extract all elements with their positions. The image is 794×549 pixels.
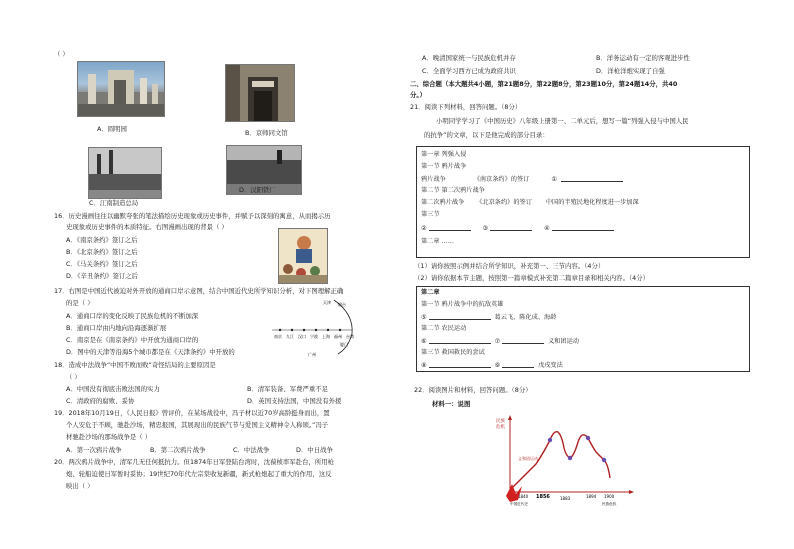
q17-option-c: C．南京是在《南京条约》中开放为通商口岸的 [66,336,199,344]
outline-box-1 [416,146,750,258]
blank-1[interactable] [561,175,623,182]
ch2b-boxer: 义和团运动 [548,338,579,345]
blank-2-number: ② [421,225,427,232]
map-label-tianjin: 天津 [323,300,331,305]
ch2b-s3-row2 [421,361,563,371]
ch2b-heroes: 葛云飞、陈化成、海龄 [494,314,557,321]
ch1-s1-war: 鸦片战争 [421,176,446,183]
q21-sub2: （2）请你依据本节主题，按照第一篇章模式补充第二篇章目录和相关内容。（4分） [414,274,649,282]
ch1-s1: 第一节 鸦片战争 [421,163,467,170]
q15-option-b: B．京师同文馆 [245,129,288,137]
ch1-s2-effect: 中国的半殖民地化程度进一步加深 [545,199,639,206]
blank-6[interactable] [429,337,491,344]
ch1-s2-row2 [421,199,639,208]
blank-6-number: ⑥ [421,338,427,345]
gate-picture [226,65,295,122]
crisis-curve-chart [496,412,638,506]
q16-stem-line1: 16．历史漫画往往以幽默夸张的笔法描绘历史现象或历史事件，并赋予以深刻的寓意，从而揭示历 [54,212,331,220]
ch2b-reform: 戊戌变法 [538,362,563,369]
q22-stem: 22．阅读图片和材料，回答问题。（8分） [414,386,532,394]
ch2b-s2-row2 [421,337,579,347]
factory-picture [89,148,162,199]
photo-yuanmingyuan [77,61,165,117]
q15-paren: （ ） [54,50,69,58]
ch1-s2: 第二节 第二次鸦片战争 [421,187,485,194]
q17-stem-line2: 的是（ ） [66,299,94,307]
chart-year-1894: 1894 [586,494,597,499]
q19-option-d: D．中日战争 [296,446,333,454]
q16-option-b: B．《北京条约》签订之后 [66,248,138,256]
q19-stem-line2: 个人安危于不顾，驰赴沙场，精忠报国，其展现出的民族气节与爱国主义精神令人称颂。”冯子 [66,421,329,429]
q18-paren: （ ） [66,373,81,381]
photo-jiangnan-arsenal [88,147,162,199]
ch1-s3-row2 [421,224,616,234]
blank-8[interactable] [429,361,491,368]
blank-3[interactable] [490,224,532,231]
map-label-nanjing: 南京 [274,334,282,339]
q20-option-a: A．晚清国家统一与民族危机并存 [422,54,516,62]
blank-7[interactable] [502,337,544,344]
q19-option-b: B．第二次鸦片战争 [150,446,206,454]
q18-option-b: B．清军装备、军费严重不足 [247,385,329,393]
blank-2[interactable] [429,224,471,231]
map-label-ningbo: 宁波 [310,334,318,339]
q17-option-b: B．通商口岸由内地向沿海逐渐扩展 [66,324,167,332]
chart-left-label: 中国近代史 [510,502,528,506]
q17-option-a: A．通商口岸的变化反映了民族危机的不断加深 [66,312,199,320]
q20-option-b: B．洋务运动有一定的客观进步性 [596,54,690,62]
q18-option-d: D．英国支持法国，中国没有外援 [247,397,342,405]
q18-option-c: C．清政府的腐败、妥协 [66,397,135,405]
q19-option-a: A．第一次鸦片战争 [66,446,122,454]
ch2b-s3: 第三节 救国救民的尝试 [421,349,485,356]
q17-option-d: D．图中的天津等沿海5个城市都是在《天津条约》中开放的 [66,348,235,356]
cartoon-image [278,228,328,284]
q16-option-a: A．《南京条约》签订之后 [66,236,138,244]
blank-4[interactable] [552,224,614,231]
ch1-s3: 第三节 [421,211,440,218]
blank-3-number: ③ [482,225,489,232]
ch1-s2-treaty: 《北京条约》的签订 [476,199,532,206]
q22-material: 材料一：说图 [432,400,471,408]
chart-point-2 [568,456,572,460]
map-label-hankou: 汉口 [298,334,306,339]
chart-year-1840: 1840 [518,494,529,499]
chart-year-1883: 1883 [560,496,571,501]
q21-sub1: （1）请你按照示例并结合所学知识，补充第一、三节内容。（4分） [414,262,605,270]
q21-intro-line2: 的抗争”的文章，以下是他完成的部分目录： [424,131,549,139]
map-label-fuzhou: 福州 [334,334,342,339]
photo-tongwenguan [225,64,295,122]
ch1-s1-row2 [421,175,625,185]
q16-option-c: C．《马关条约》签订之后 [66,260,138,268]
ruins-picture [78,62,165,117]
blank-4-number: ④ [544,225,550,232]
blank-7-number: ⑦ [494,338,501,345]
q20-stem-line3: 映出（ ） [66,482,94,490]
blank-9[interactable] [502,361,534,368]
map-label-guangzhou: 广州 [308,352,316,357]
section2-heading-line2: 分。） [410,91,426,99]
q20-option-c: C．全面学习西方已成为政府共识 [422,67,516,75]
q19-stem-line1: 19．2018年10月19日，《人民日报》曾评价，在某场战役中，冯子材以近70岁高龄挺身而出，置 [54,409,330,417]
cartoon-picture [279,229,328,284]
q18-stem: 18．造成中法战争“中国不败而败”奇怪结局的主要原因是 [54,361,216,369]
q21-intro-line1: 小明同学学习了《中国历史》八年级上册第一、二单元后，想写一篇“列强入侵与中国人民 [436,117,689,125]
map-label-shanghai: 上海 [322,334,330,339]
q19-option-c: C．中法战争 [233,446,270,454]
q20-stem-line1: 20．两次鸦片战争中，清军几无任何抵抗力。但1874年日军登陆台湾时，沈葆桢率军赴台，所用枪 [54,458,335,466]
chart-year-1856: 1856 [536,494,550,500]
ch2b-title: 第二章 [421,289,440,296]
chart-point-3 [586,436,590,440]
map-label-yantai: 烟台 [338,302,346,307]
q16-stem-line2: 史现象或历史事件的本质特征。右图漫画出现的背景（ ） [66,223,228,231]
ch1-s1-treaty: 《南京条约》的签订 [473,176,530,183]
ch2b-s1-row2 [421,313,556,323]
map-label-xiamen: 厦门 [340,342,348,347]
chart-mid-label: 义和团运动 [518,456,538,461]
chart-point-1 [548,438,552,442]
outline-box-2 [416,286,750,372]
chart-point-4 [602,458,606,462]
map-label-taiwan: 台湾 [346,334,354,339]
chart-ylabel-line2: 危机 [496,425,505,430]
blank-5[interactable] [429,313,491,320]
blank-5-number: ⑤ [421,314,427,321]
ch1-s2-war: 第二次鸦片战争 [421,199,465,206]
ch1-title: 第一章 列强入侵 [421,151,467,158]
q15-option-c: C．江南制造总局 [89,199,139,207]
q20-option-d: D．洋枪洋炮实现了自强 [596,67,665,75]
ch2b-s2: 第二节 农民运动 [421,325,467,332]
q18-option-a: A．中国没有彻底击败法国的实力 [66,385,160,393]
blank-1-number: ① [551,176,557,183]
chart-ylabel-line1: 民族 [496,419,505,424]
blank-8-number: ⑧ [421,362,427,369]
q16-option-d: D．《辛丑条约》签订之后 [66,272,139,280]
ch2-title: 第二章 …… [421,238,454,245]
q15-option-d: D．汉阳铁厂 [239,186,276,194]
q20-stem-line2: 炮、轮船迫使日军暂时妥协；19世纪70年代左宗棠收复新疆，新式枪炮起了重大的作用，这反 [66,470,332,478]
map-label-jiujiang: 九江 [286,334,294,339]
blank-9-number: ⑨ [494,362,501,369]
chart-xlabel-end: 民族危机 [602,502,617,506]
q19-stem-line3: 材驰赴沙场的那场战争是（ ） [66,433,152,441]
q17-stem-line1: 17．右图是中国近代被迫对外开放的通商口岸示意图，结合中国近代史所学知识分析，对下图理解正确 [54,287,344,295]
section2-heading: 二、综合题（本大题共4小题，第21题8分，第22题8分，第23题10分，第24题14分，共40 [410,80,678,88]
q21-stem: 21．阅读下列材料，回答问题。（8分） [410,103,522,111]
chart-year-1900: 1900 [604,494,615,499]
q15-option-a: A．圆明园 [97,125,127,133]
treaty-port-map [268,296,364,358]
ch2b-s1: 第一节 鸦片战争中的抗敌英雄 [421,301,504,308]
